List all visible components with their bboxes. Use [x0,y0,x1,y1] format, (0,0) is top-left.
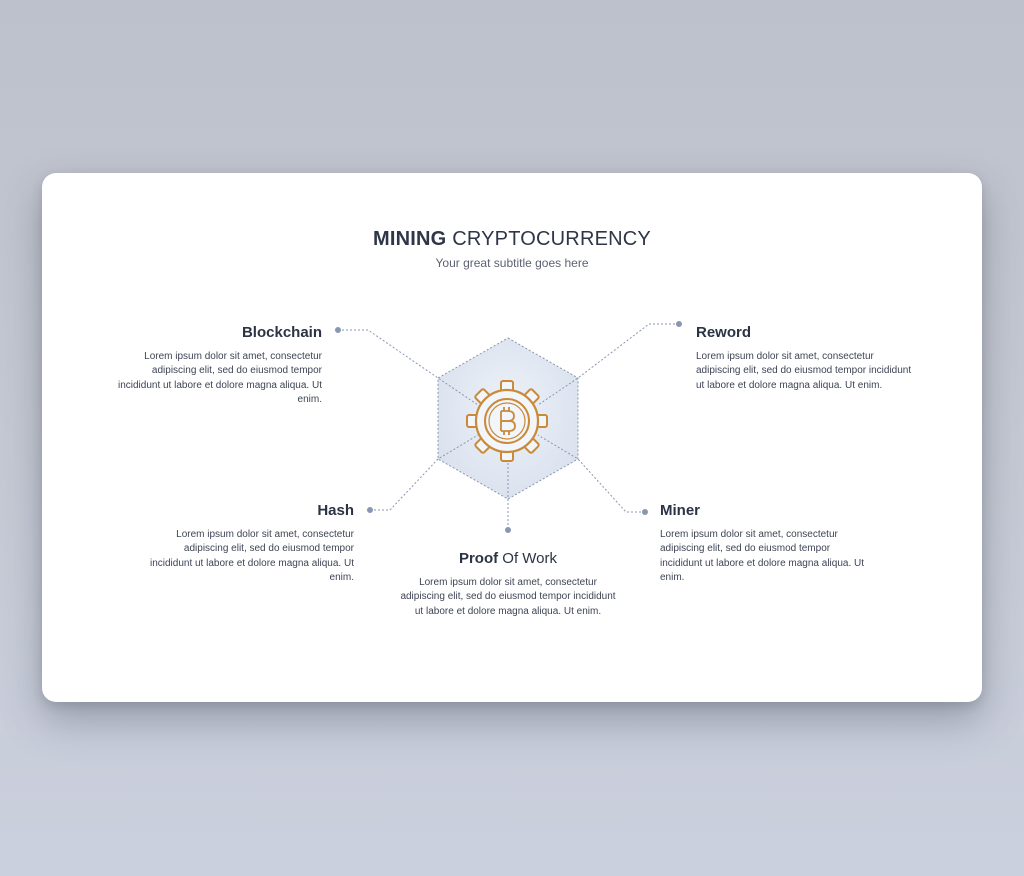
node-hash [142,502,354,585]
node-proof-body: Lorem ipsum dolor sit amet, consectetur adipiscing elit, sed do eiusmod tempor incididunt ut labore et dolore magna aliqua. Ut enim. [400,577,616,617]
node-proof-heading-bold: Proof [458,550,499,567]
node-proof-heading [398,550,618,567]
mining-diagram [42,173,982,702]
node-reword [696,324,921,393]
node-miner-heading: Miner [660,502,701,519]
dot-hash [367,507,373,513]
node-blockchain-heading: Blockchain [241,324,322,341]
node-miner-body: Lorem ipsum dolor sit amet, consectetur adipiscing elit, sed do eiusmod tempor incididunt ut labore et dolore magna aliqua. Ut enim. [660,529,865,583]
title-light: CRYPTOCURRENCY [452,228,651,250]
node-proof-heading-light: Of Work [502,550,558,567]
node-hash-body: Lorem ipsum dolor sit amet, consectetur adipiscing elit, sed do eiusmod tempor incididunt ut labore et dolore magna aliqua. Ut enim. [149,529,354,583]
node-blockchain [112,324,322,407]
node-reword-heading: Reword [696,324,752,341]
node-blockchain-body: Lorem ipsum dolor sit amet, consectetur adipiscing elit, sed do eiusmod tempor incididunt ut labore et dolore magna aliqua. Ut enim. [117,351,322,405]
node-reword-body: Lorem ipsum dolor sit amet, consectetur adipiscing elit, sed do eiusmod tempor incididunt ut labore et dolore magna aliqua. Ut enim. [696,351,912,391]
node-miner [660,502,875,585]
title-bold: MINING [373,228,447,250]
bitcoin-gear-icon [467,381,547,461]
node-hash-heading: Hash [317,502,354,519]
dot-miner [642,509,648,515]
slide-subtitle: Your great subtitle goes here [435,256,589,270]
node-proof-of-work [398,550,618,619]
dot-reword [676,321,682,327]
dot-proof [505,527,511,533]
slide-canvas [42,173,982,702]
dot-blockchain [335,327,341,333]
